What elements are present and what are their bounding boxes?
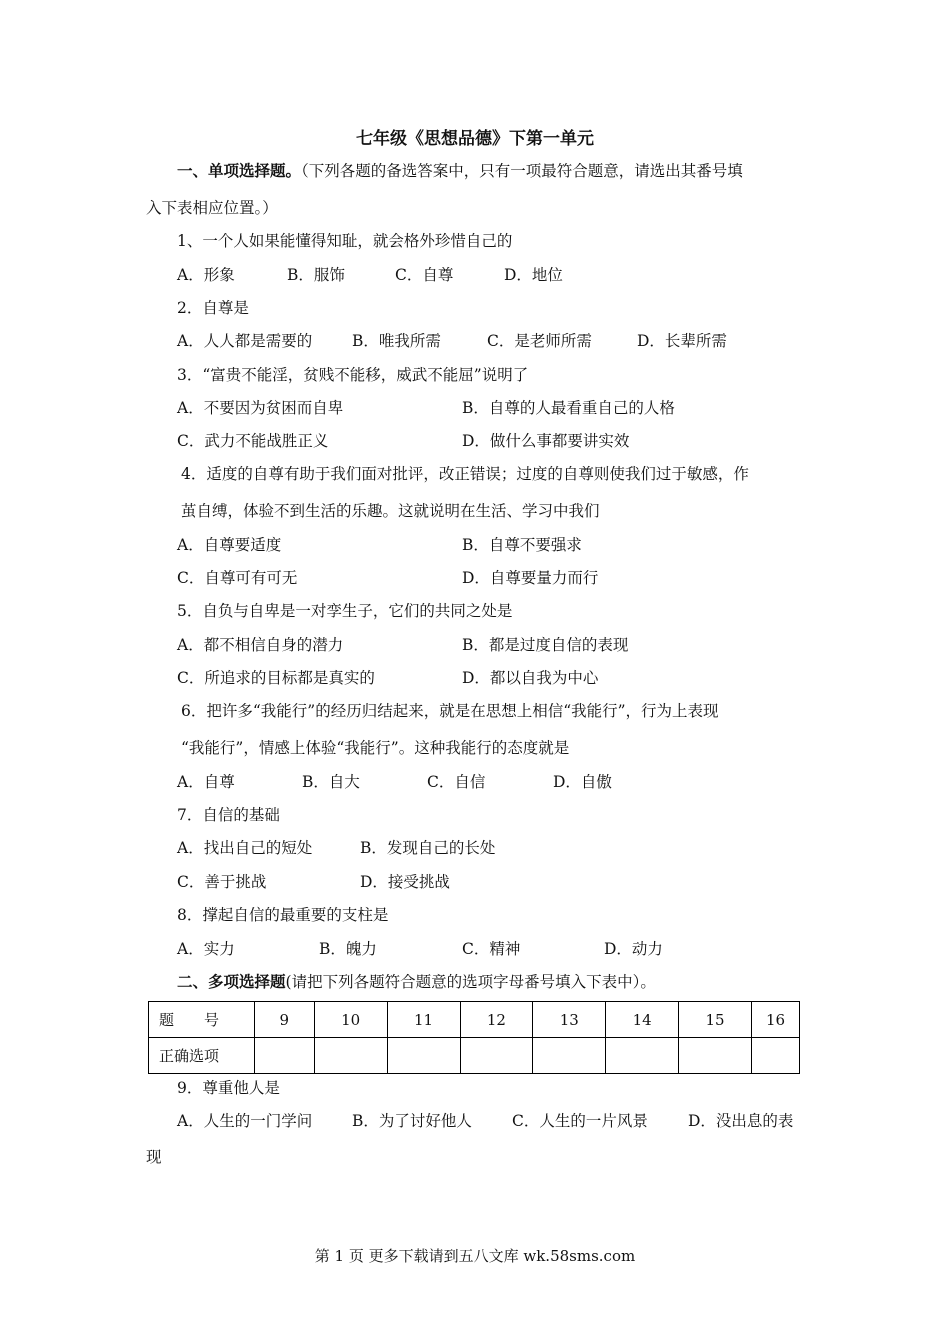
- answer-cell[interactable]: [533, 1038, 606, 1074]
- q5-option-c: C．所追求的目标都是真实的: [177, 669, 375, 687]
- question-6: 6．把许多“我能行”的经历归结起来，就是在思想上相信“我能行”，行为上表现: [181, 702, 719, 720]
- question-4: 4．适度的自尊有助于我们面对批评，改正错误；过度的自尊则使我们过于敏感，作: [181, 465, 749, 483]
- q1-option-c: C．自尊: [395, 266, 454, 284]
- question-number-cell: 11: [387, 1002, 460, 1038]
- answer-cell[interactable]: [314, 1038, 387, 1074]
- q7-option-d: D．接受挑战: [360, 873, 450, 891]
- q6-option-d: D．自傲: [553, 773, 612, 791]
- q6-option-a: A．自尊: [177, 773, 235, 791]
- q1-option-d: D．地位: [504, 266, 563, 284]
- section2-heading-line: [177, 971, 656, 993]
- answer-cell[interactable]: [752, 1038, 800, 1074]
- question-8: 8．撑起自信的最重要的支柱是: [177, 906, 389, 924]
- q5-option-b: B．都是过度自信的表现: [462, 636, 629, 654]
- q7-option-a: A．找出自己的短处: [177, 839, 313, 857]
- section1-instruction: （下列各题的备选答案中，只有一项最符合题意，请选出其番号填: [301, 162, 743, 180]
- q9-option-a: A．人生的一门学问: [177, 1112, 313, 1130]
- question-7: 7．自信的基础: [177, 806, 280, 824]
- q5-option-a: A．都不相信自身的潜力: [177, 636, 344, 654]
- q9-option-b: B．为了讨好他人: [352, 1112, 472, 1130]
- page-footer: 第 1 页 更多下载请到五八文库 wk.58sms.com: [314, 1247, 636, 1265]
- question-9: 9．尊重他人是: [177, 1079, 280, 1097]
- q8-option-d: D．动力: [604, 940, 663, 958]
- question-number-cell: 16: [752, 1002, 800, 1038]
- question-number-cell: 10: [314, 1002, 387, 1038]
- question-1: 1、一个人如果能懂得知耻，就会格外珍惜自己的: [177, 232, 513, 250]
- answer-label-cell: 正确选项: [149, 1038, 255, 1074]
- q7-option-b: B．发现自己的长处: [360, 839, 496, 857]
- question-number-cell: 13: [533, 1002, 606, 1038]
- q5-option-d: D．都以自我为中心: [462, 669, 599, 687]
- answer-table: [148, 1001, 800, 1074]
- q4-option-d: D．自尊要量力而行: [462, 569, 599, 587]
- question-2: 2．自尊是: [177, 299, 249, 317]
- answer-cell[interactable]: [254, 1038, 314, 1074]
- q2-option-b: B．唯我所需: [352, 332, 441, 350]
- question-number-cell: 15: [679, 1002, 752, 1038]
- answer-table-header-row: [149, 1002, 800, 1038]
- q6-option-b: B．自大: [302, 773, 360, 791]
- q1-option-b: B．服饰: [287, 266, 345, 284]
- question-number-cell: 9: [254, 1002, 314, 1038]
- section1-heading-line: [177, 160, 743, 182]
- section1-instruction-cont: 入下表相应位置。）: [146, 199, 278, 217]
- q3-option-c: C．武力不能战胜正义: [177, 432, 329, 450]
- q2-option-a: A．人人都是需要的: [177, 332, 313, 350]
- question-number-cell: 12: [460, 1002, 533, 1038]
- q8-option-b: B．魄力: [319, 940, 377, 958]
- section2-heading: 二、多项选择题: [177, 973, 286, 991]
- answer-cell[interactable]: [460, 1038, 533, 1074]
- q9-option-c: C．人生的一片风景: [512, 1112, 648, 1130]
- q4-option-b: B．自尊不要强求: [462, 536, 582, 554]
- question-5: 5．自负与自卑是一对孪生子，它们的共同之处是: [177, 602, 513, 620]
- q3-option-a: A．不要因为贫困而自卑: [177, 399, 344, 417]
- q4-option-c: C．自尊可有可无: [177, 569, 298, 587]
- question-6-cont: “我能行”，情感上体验“我能行”。这种我能行的态度就是: [181, 739, 570, 757]
- question-4-cont: 茧自缚，体验不到生活的乐趣。这就说明在生活、学习中我们: [181, 502, 600, 520]
- q2-option-c: C．是老师所需: [487, 332, 592, 350]
- q6-option-c: C．自信: [427, 773, 486, 791]
- answer-cell[interactable]: [679, 1038, 752, 1074]
- question-3: 3．“富贵不能淫，贫贱不能移，威武不能屈”说明了: [177, 366, 529, 384]
- q7-option-c: C．善于挑战: [177, 873, 267, 891]
- answer-table-answer-row: [149, 1038, 800, 1074]
- q8-option-a: A．实力: [177, 940, 235, 958]
- q9-option-d: D．没出息的表: [688, 1112, 794, 1130]
- q3-option-d: D．做什么事都要讲实效: [462, 432, 630, 450]
- q2-option-d: D．长辈所需: [637, 332, 727, 350]
- answer-cell[interactable]: [606, 1038, 679, 1074]
- q1-option-a: A．形象: [177, 266, 235, 284]
- q3-option-b: B．自尊的人最看重自己的人格: [462, 399, 675, 417]
- page-title: 七年级《思想品德》下第一单元: [356, 129, 594, 149]
- q4-option-a: A．自尊要适度: [177, 536, 282, 554]
- header-label-cell: 题 号: [149, 1002, 255, 1038]
- q9-option-d-cont: 现: [146, 1148, 162, 1166]
- answer-cell[interactable]: [387, 1038, 460, 1074]
- question-number-cell: 14: [606, 1002, 679, 1038]
- section2-instruction: (请把下列各题符合题意的选项字母番号填入下表中）。: [285, 973, 656, 991]
- section1-heading: 一、单项选择题。: [177, 162, 302, 180]
- q8-option-c: C．精神: [462, 940, 521, 958]
